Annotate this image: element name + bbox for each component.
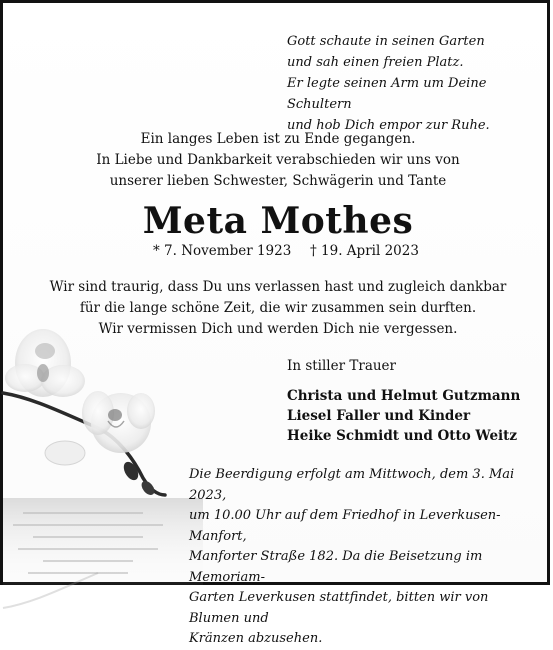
orchid-illustration [3,303,203,588]
funeral-line: Kränzen abzusehen. [189,631,323,646]
message-text [3,277,553,340]
poem-line: Gott schaute in seinen Garten [287,34,485,49]
intro-line: Ein langes Leben ist zu Ende gegangen. [140,131,416,147]
message-line: für die lange schöne Zeit, die wir zusammen sein durften. [79,300,477,316]
intro-text [3,129,553,192]
poem-line: und sah einen freien Platz. [287,55,464,70]
intro-line: unserer lieben Schwester, Schwägerin und Tante [109,173,447,189]
poem [287,31,537,136]
message-line: Wir vermissen Dich und werden Dich nie vergessen. [98,321,458,337]
death-date: † 19. April 2023 [310,243,419,259]
funeral-line: Die Beerdigung erfolgt am Mittwoch, dem 3. Mai 2023, [189,467,515,503]
funeral-line: Garten Leverkusen stattfindet, bitten wir von Blumen und [189,590,489,626]
mourner-name: Liesel Faller und Kinder [287,408,471,424]
poem-line: und hob Dich empor zur Ruhe. [287,118,490,133]
mourner-name: Heike Schmidt und Otto Weitz [287,428,518,444]
mourners-lead: In stiller Trauer [287,358,397,374]
deceased-name: Meta Mothes [142,200,414,242]
message-line: Wir sind traurig, dass Du uns verlassen hast und zugleich dankbar [49,279,507,295]
funeral-line: Manforter Straße 182. Da die Beisetzung im Memoriam- [189,549,483,585]
poem-line: Er legte seinen Arm um Deine Schultern [287,76,487,112]
funeral-line: um 10.00 Uhr auf dem Friedhof in Leverkusen-Manfort, [189,508,501,544]
birth-date: * 7. November 1923 [153,243,292,259]
mourners [287,356,537,446]
funeral-details [189,465,539,650]
mourner-name: Christa und Helmut Gutzmann [287,388,521,404]
intro-line: In Liebe und Dankbarkeit verabschieden wir uns von [96,152,460,168]
